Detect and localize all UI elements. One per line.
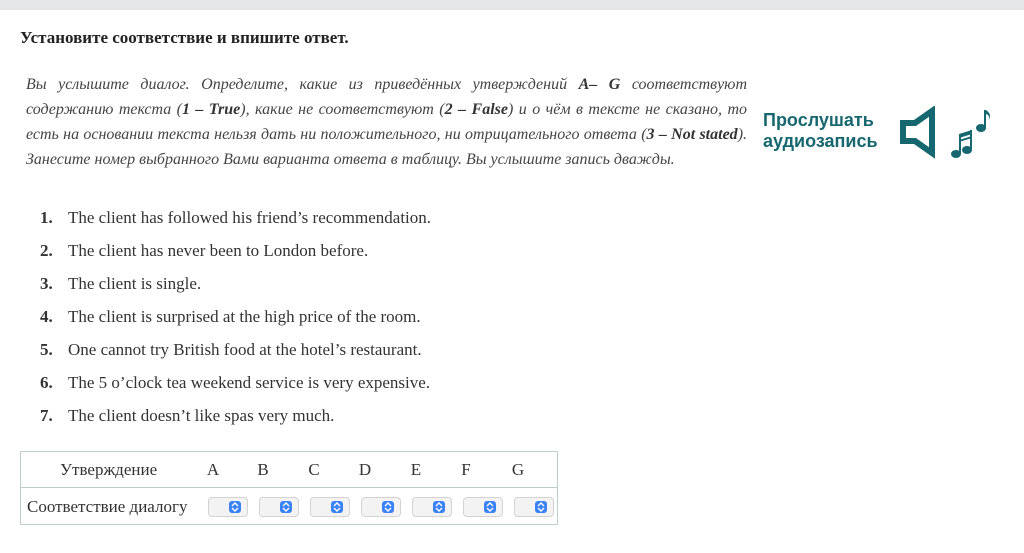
statement-item: [40, 406, 431, 439]
instruction-text: ) и о чём в тексте не сказано, то есть на основании текста нельзя дать ни положительного, ни отрицательного ответа (: [26, 101, 747, 143]
instruction-text: ). Занесите номер выбранного Вами варианта ответа в таблицу. Вы услышите запись дважды.: [26, 126, 748, 168]
answer-select-f[interactable]: [463, 497, 503, 517]
chevron-updown-icon: [331, 501, 343, 513]
statement-item: [40, 307, 431, 340]
statement-item: [40, 373, 431, 406]
statement-text: The client is surprised at the high price of the room.: [68, 307, 421, 326]
chevron-updown-icon: [535, 501, 547, 513]
statement-number: 6.: [40, 373, 53, 392]
task-instruction: [26, 72, 747, 172]
answer-select-c[interactable]: [310, 497, 350, 517]
top-bar: [0, 0, 1024, 10]
instruction-range: A– G: [578, 76, 621, 93]
answer-table: [20, 451, 558, 525]
statement-text: The client has never been to London before.: [68, 241, 369, 260]
statement-list: [40, 208, 431, 439]
play-audio-label-line2: аудиозапись: [763, 131, 878, 151]
statement-text: The client is single.: [68, 274, 202, 293]
column-letter: C: [308, 460, 320, 479]
statement-number: 1.: [40, 208, 53, 227]
answer-table-header-label: Утверждение: [60, 460, 158, 479]
chevron-updown-icon: [433, 501, 445, 513]
statement-text: The client has followed his friend’s recommendation.: [68, 208, 432, 227]
statement-text: The client doesn’t like spas very much.: [68, 406, 335, 425]
instruction-text: Вы услышите диалог. Определите, какие из приведённых утверждений: [26, 76, 579, 93]
statement-item: [40, 241, 431, 274]
instruction-false-label: 2 – False: [444, 101, 508, 118]
chevron-updown-icon: [382, 501, 394, 513]
statement-number: 3.: [40, 274, 53, 293]
play-audio-label: [763, 110, 878, 152]
column-letter: A: [206, 460, 220, 479]
statement-text: The 5 o’clock tea weekend service is very expensive.: [68, 373, 431, 392]
answer-select-e[interactable]: [412, 497, 452, 517]
answer-select-b[interactable]: [259, 497, 299, 517]
column-letter: B: [257, 460, 269, 479]
chevron-updown-icon: [484, 501, 496, 513]
play-audio-label-line1: Прослушать: [763, 110, 874, 130]
column-letter: E: [410, 460, 422, 479]
instruction-true-label: 1 – True: [181, 101, 241, 118]
play-audio-button[interactable]: [763, 106, 1003, 164]
column-letter: F: [461, 460, 471, 479]
statement-item: [40, 208, 431, 241]
answer-table-answer-row: [21, 488, 557, 525]
statement-number: 5.: [40, 340, 53, 359]
chevron-updown-icon: [280, 501, 292, 513]
answer-row-label: Соответствие диалогу: [27, 497, 188, 516]
statement-text: One cannot try British food at the hotel’s restaurant.: [68, 340, 422, 359]
instruction-notstated-label: 3 – Not stated: [646, 126, 738, 143]
statement-number: 7.: [40, 406, 53, 425]
instruction-text: соответствуют содержанию текста (: [26, 76, 748, 118]
instruction-text: ), какие не соответствуют (: [240, 101, 445, 118]
statement-item: [40, 274, 431, 307]
statement-number: 4.: [40, 307, 53, 326]
column-letter: D: [358, 460, 372, 479]
answer-table-header-row: [21, 452, 557, 488]
answer-select-a[interactable]: [208, 497, 248, 517]
chevron-updown-icon: [229, 501, 241, 513]
column-letter: G: [511, 460, 525, 479]
statement-item: [40, 340, 431, 373]
statement-number: 2.: [40, 241, 53, 260]
answer-select-d[interactable]: [361, 497, 401, 517]
task-title: Установите соответствие и впишите ответ.: [20, 28, 349, 47]
answer-select-g[interactable]: [514, 497, 554, 517]
speaker-music-icon: [897, 106, 993, 162]
